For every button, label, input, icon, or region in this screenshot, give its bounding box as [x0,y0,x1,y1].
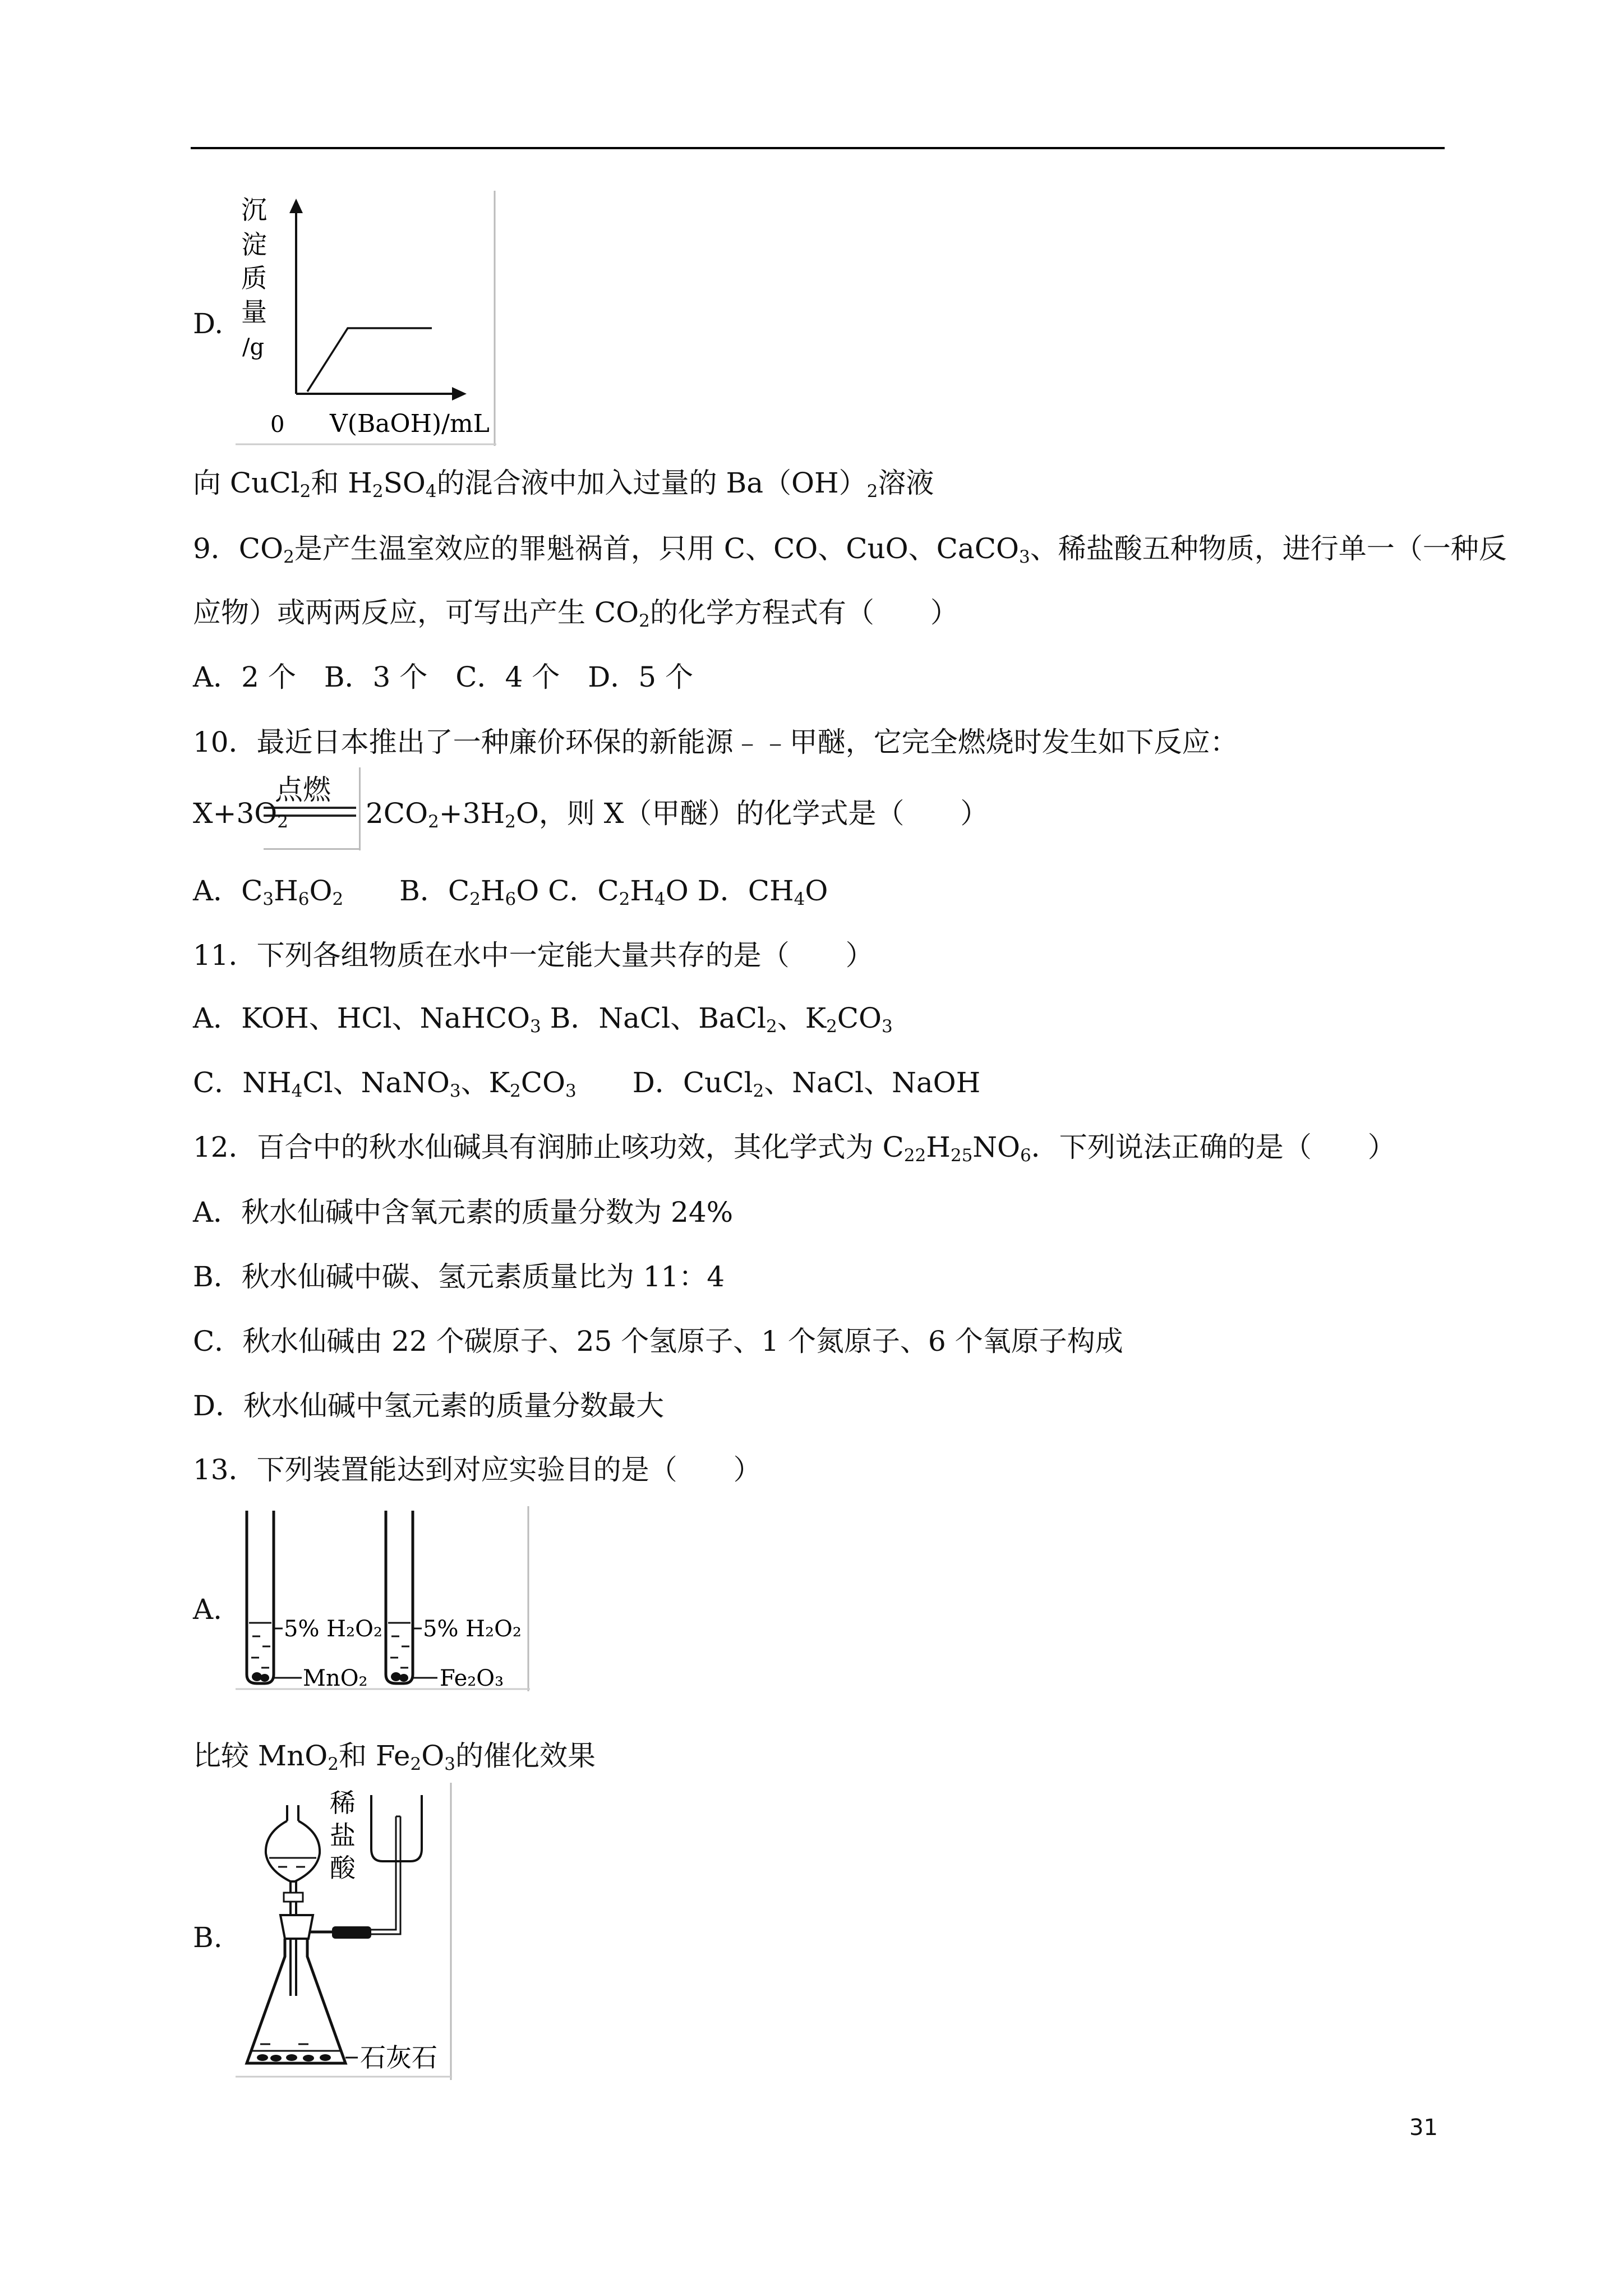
limestone-label: 石灰石 [360,2042,437,2073]
q9-stem-line2: 应物）或两两反应，可写出产生 $CO_2$的化学方程式有（ ） [193,596,958,631]
tube2-solution-label: 5% H₂O₂ [423,1616,522,1642]
y-axis-char: 质 [241,263,267,293]
origin-label: 0 [270,412,285,438]
q10-equation-right: $2CO_2+3H_2O$，则 X（甲醚）的化学式是（ ） [366,797,989,832]
q12-option-a: A．秋水仙碱中含氧元素的质量分数为 24% [193,1196,734,1228]
page-number: 31 [1409,2115,1438,2141]
option-d-label: D. [193,307,224,340]
acid-label-char: 酸 [330,1853,356,1883]
q9-stem-line1: 9．$CO_2$是产生温室效应的罪魁祸首，只用 C、CO、CuO、CaCO$_3$、稀盐酸五种物质，进行单一（一种反 [193,532,1507,567]
y-axis-char: 淀 [241,229,267,260]
q12-option-c: C．秋水仙碱由 22 个碳原子、25 个氢原子、1 个氮原子、6 个氧原子构成 [193,1325,1123,1358]
q12-option-d: D．秋水仙碱中氢元素的质量分数最大 [193,1389,665,1422]
option-b-label: B. [193,1921,223,1954]
tube1-solution-label: 5% H₂O₂ [284,1616,382,1642]
condition-label: 点燃 [275,774,331,806]
q9-options: A．2 个 B．3 个 C．4 个 D．5 个 [193,661,694,693]
header-rule [191,147,1445,149]
acid-label-char: 盐 [330,1820,356,1851]
q11-options-ab: A．KOH、HCl、NaHCO$_3$ B．NaCl、BaCl$_2$、$K_2CO_3$ [193,1002,893,1037]
tube1-catalyst-label: MnO₂ [303,1665,368,1691]
q11-options-cd: C．$NH_4Cl$、NaNO$_3$、$K_2CO_3$ D．CuCl$_2$、NaCl、NaOH [193,1066,981,1101]
precipitate-graph [236,191,499,446]
co2-generator-figure [236,1783,454,2080]
y-axis-char: /g [242,334,265,360]
q12-option-b: B．秋水仙碱中碳、氢元素质量比为 11：4 [193,1260,725,1293]
q10-stem: 10．最近日本推出了一种廉价环保的新能源﹣﹣甲醚，它完全燃烧时发生如下反应： [193,726,1238,758]
x-axis-label: V(BaOH)/mL [330,409,490,438]
option-a-caption: 比较 MnO$_2$和 $Fe_2O_3$的催化效果 [193,1740,596,1774]
acid-label-char: 稀 [330,1788,356,1818]
q10-equation-left: $X+3O_2$ [193,797,289,832]
q13-stem: 13．下列装置能达到对应实验目的是（ ） [193,1453,762,1486]
option-d-caption: 向 CuCl$_2$和 $H_2SO_4$的混合液中加入过量的 $Ba(OH)_2$溶液 [193,467,934,501]
q12-stem: 12．百合中的秋水仙碱具有润肺止咳功效，其化学式为 $C_{22}H_{25}NO_6$．下列说法正确的是（ ） [193,1131,1396,1166]
option-a-label: A. [193,1593,223,1626]
tube2-catalyst-label: Fe₂O₃ [440,1665,504,1691]
catalyst-tubes-figure [236,1506,533,1691]
y-axis-char: 沉 [241,195,267,225]
q10-options: A．$C_3H_6O_2$ B．$C_2H_6O$ C．$C_2H_4O$ D．$CH_4O$ [193,875,828,909]
q11-stem: 11．下列各组物质在水中一定能大量共存的是（ ） [193,939,874,972]
y-axis-char: 量 [241,297,267,327]
